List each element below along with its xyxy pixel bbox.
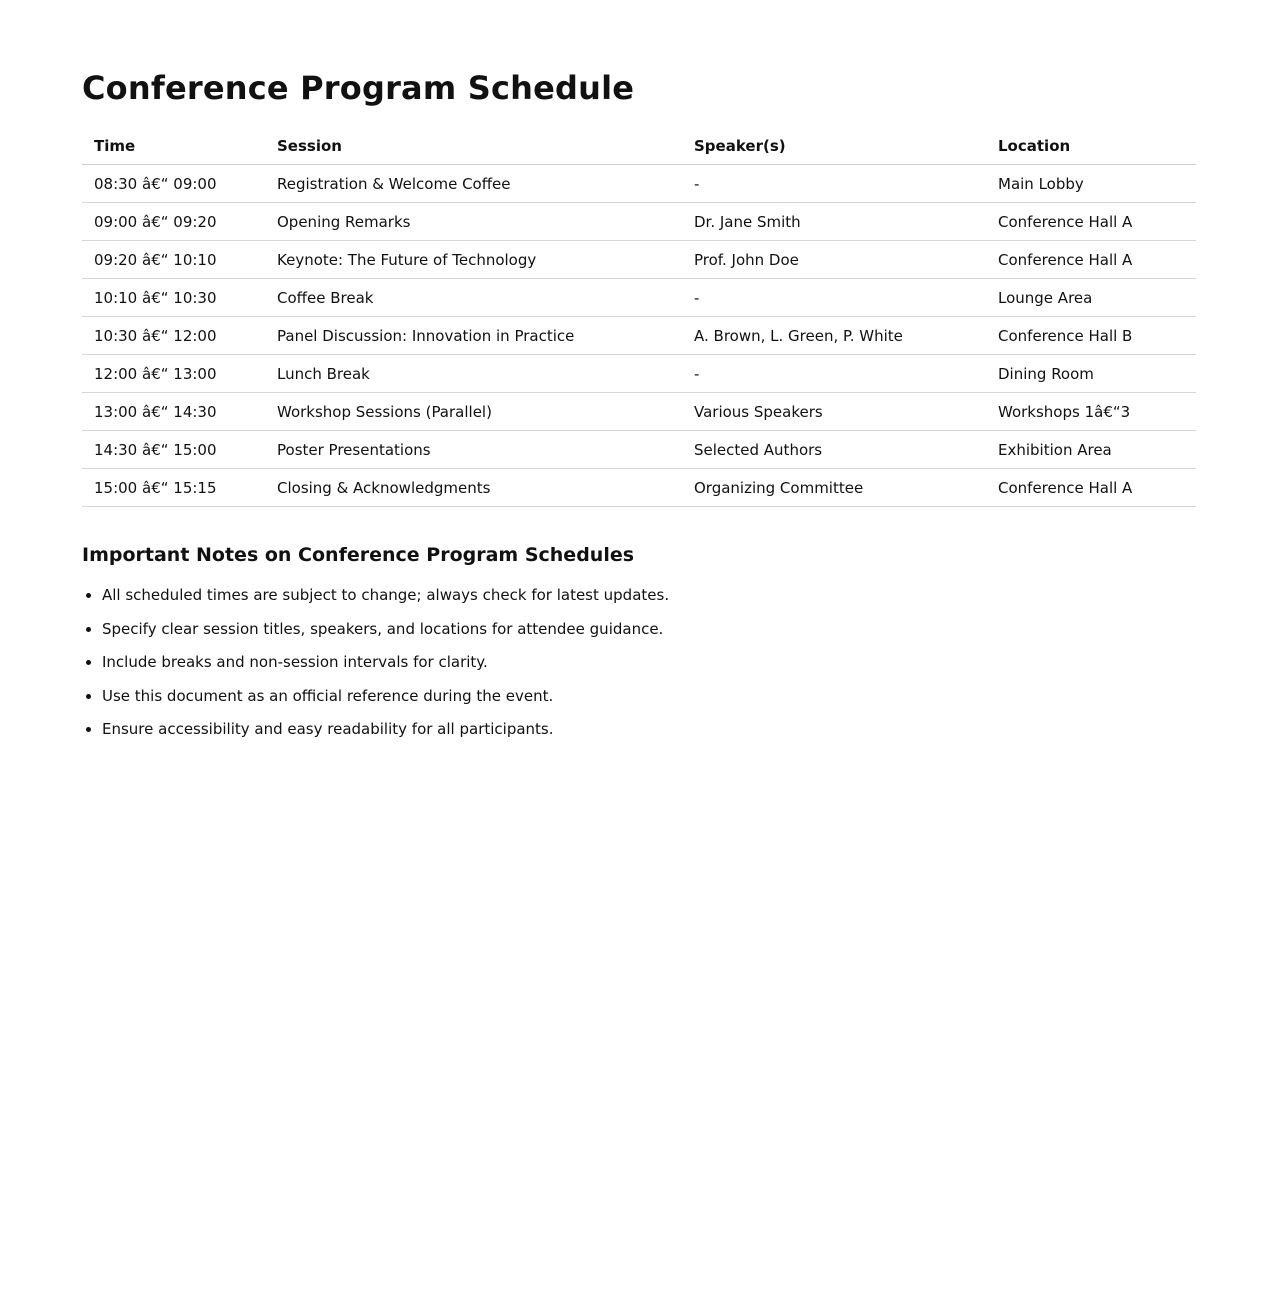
notes-list: [82, 583, 669, 751]
table-row: [82, 241, 1196, 279]
header-time: Time: [82, 128, 265, 165]
table-row: [82, 431, 1196, 469]
list-item: • Include breaks and non-session intervals for clarity.: [102, 650, 669, 684]
cell-time: 09:00 â€“ 09:20: [82, 203, 265, 241]
cell-time: 14:30 â€“ 15:00: [82, 431, 265, 469]
cell-location: Exhibition Area: [986, 431, 1196, 469]
table-row: [82, 317, 1196, 355]
notes-heading: Important Notes on Conference Program Schedules: [82, 544, 635, 566]
list-item: • All scheduled times are subject to change; always check for latest updates.: [102, 583, 669, 617]
cell-session: Lunch Break: [265, 355, 682, 393]
cell-speakers: Various Speakers: [682, 393, 986, 431]
header-session: Session: [265, 128, 682, 165]
header-location: Location: [986, 128, 1196, 165]
cell-location: Conference Hall B: [986, 317, 1196, 355]
cell-time: 10:30 â€“ 12:00: [82, 317, 265, 355]
cell-session: Panel Discussion: Innovation in Practice: [265, 317, 682, 355]
cell-speakers: Organizing Committee: [682, 469, 986, 507]
cell-session: Workshop Sessions (Parallel): [265, 393, 682, 431]
cell-time: 13:00 â€“ 14:30: [82, 393, 265, 431]
table-row: [82, 165, 1196, 203]
cell-location: Conference Hall A: [986, 241, 1196, 279]
cell-location: Conference Hall A: [986, 203, 1196, 241]
cell-speakers: A. Brown, L. Green, P. White: [682, 317, 986, 355]
table-row: [82, 469, 1196, 507]
list-item: • Use this document as an official reference during the event.: [102, 684, 669, 718]
cell-speakers: -: [682, 279, 986, 317]
cell-session: Poster Presentations: [265, 431, 682, 469]
schedule-header-row: [82, 128, 1196, 165]
list-item: • Specify clear session titles, speakers, and locations for attendee guidance.: [102, 617, 669, 651]
cell-session: Closing & Acknowledgments: [265, 469, 682, 507]
cell-location: Workshops 1â€“3: [986, 393, 1196, 431]
header-speakers: Speaker(s): [682, 128, 986, 165]
cell-time: 15:00 â€“ 15:15: [82, 469, 265, 507]
cell-speakers: Selected Authors: [682, 431, 986, 469]
cell-location: Conference Hall A: [986, 469, 1196, 507]
cell-location: Main Lobby: [986, 165, 1196, 203]
table-row: [82, 393, 1196, 431]
table-row: [82, 203, 1196, 241]
cell-speakers: -: [682, 355, 986, 393]
cell-session: Keynote: The Future of Technology: [265, 241, 682, 279]
cell-location: Dining Room: [986, 355, 1196, 393]
cell-speakers: Prof. John Doe: [682, 241, 986, 279]
cell-session: Registration & Welcome Coffee: [265, 165, 682, 203]
cell-location: Lounge Area: [986, 279, 1196, 317]
page-title: Conference Program Schedule: [82, 69, 635, 107]
cell-session: Opening Remarks: [265, 203, 682, 241]
schedule-table: [82, 128, 1196, 507]
table-row: [82, 355, 1196, 393]
cell-time: 12:00 â€“ 13:00: [82, 355, 265, 393]
list-item: • Ensure accessibility and easy readability for all participants.: [102, 717, 669, 751]
cell-session: Coffee Break: [265, 279, 682, 317]
cell-time: 10:10 â€“ 10:30: [82, 279, 265, 317]
cell-speakers: Dr. Jane Smith: [682, 203, 986, 241]
table-row: [82, 279, 1196, 317]
cell-speakers: -: [682, 165, 986, 203]
cell-time: 08:30 â€“ 09:00: [82, 165, 265, 203]
cell-time: 09:20 â€“ 10:10: [82, 241, 265, 279]
